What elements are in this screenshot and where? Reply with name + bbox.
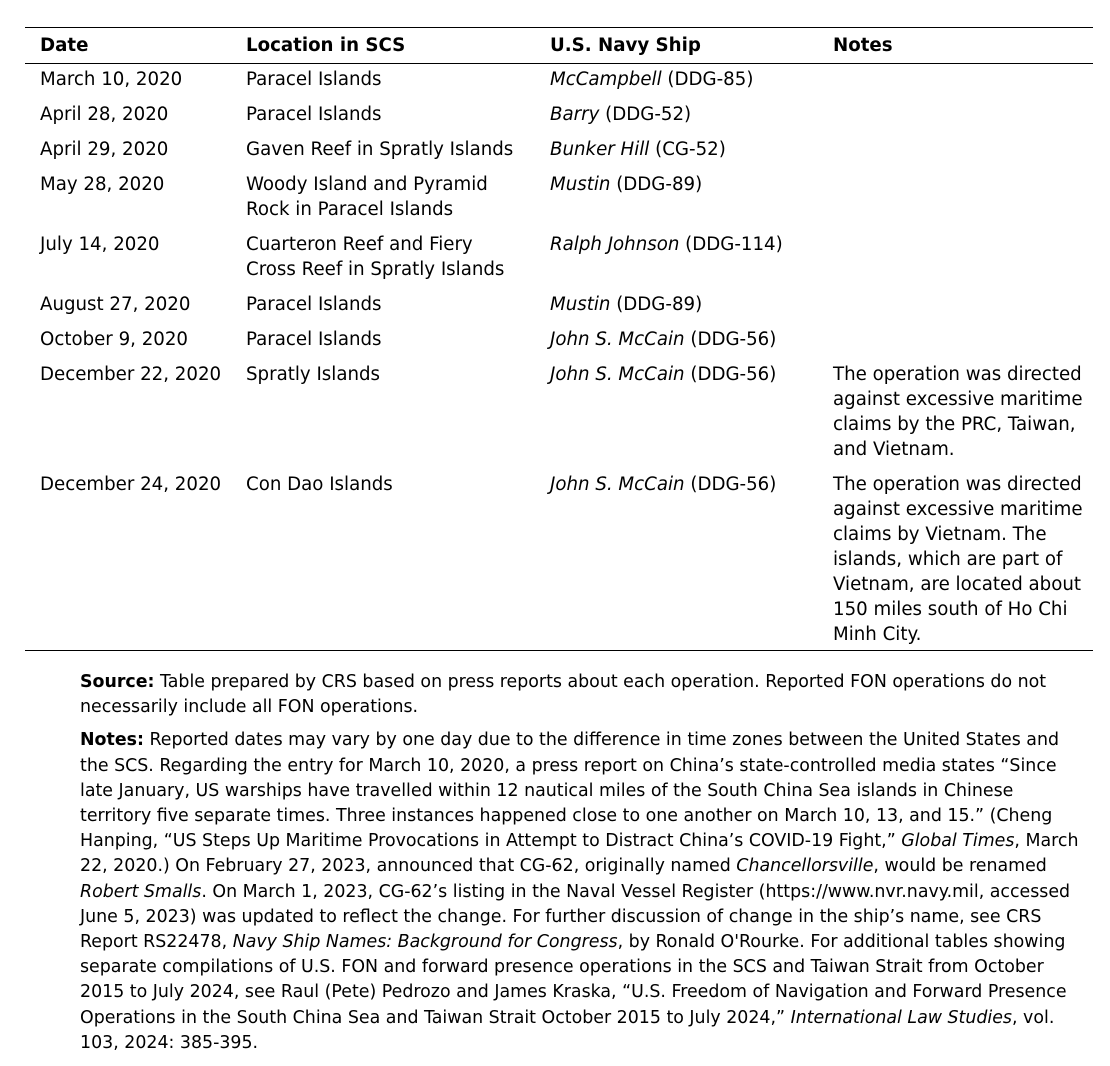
cell-date: April 28, 2020 <box>40 104 169 125</box>
table-row <box>25 357 1093 467</box>
cell-notes <box>818 167 1093 227</box>
cell-date: July 14, 2020 <box>40 234 160 255</box>
ship-name: Barry <box>550 104 600 125</box>
cell-location: Paracel Islands <box>246 294 382 315</box>
fon-operations-table-container <box>25 27 1093 651</box>
cell-ship <box>535 132 818 167</box>
cell-notes: The operation was directed against excessive maritime claims by the PRC, Taiwan, and Vietnam. <box>833 364 1083 460</box>
cell-notes <box>818 97 1093 132</box>
notes-paragraph <box>80 728 1080 1056</box>
cell-location: Paracel Islands <box>246 329 382 350</box>
cell-notes <box>818 132 1093 167</box>
cell-location: Gaven Reef in Spratly Islands <box>246 139 514 160</box>
table-row <box>25 227 1093 287</box>
source-text: Table prepared by CRS based on press reports about each operation. Reported FON operations do not necessarily include all FON operations. <box>80 672 1047 718</box>
cell-location: Woody Island and Pyramid Rock in Paracel Islands <box>246 174 488 220</box>
notes-text: , by Ronald O'Rourke. For additional tables showing separate compilations of U.S. FON and forward presence operations in the SCS and Taiwan Strait from October 2015 to July 2024, see Raul (Pete) Pedrozo and James Kraska, “U.S. Freedom of Navigation and Forward Presence Operations in the South China Sea and Taiwan Strait October 2015 to July 2024,” <box>80 932 1067 1028</box>
column-header-date: Date <box>40 35 89 56</box>
cell-notes <box>818 322 1093 357</box>
fon-operations-table <box>25 27 1093 651</box>
notes-text: , would be renamed <box>873 856 1047 877</box>
ship-name: John S. McCain <box>550 474 685 495</box>
cell-notes <box>818 64 1093 98</box>
ship-name: Robert Smalls <box>80 881 202 902</box>
ship-hull-number: (DDG-89) <box>610 294 703 315</box>
cell-location: Paracel Islands <box>246 69 382 90</box>
cell-date: April 29, 2020 <box>40 139 169 160</box>
ship-name: McCampbell <box>550 69 662 90</box>
cell-date: March 10, 2020 <box>40 69 183 90</box>
notes-text: Reported dates may vary by one day due to the difference in time zones between the United States and the SCS. Regarding the entry for March 10, 2020, a press report on China’s state-controlled media states “Since late January, US warships have travelled within 12 nautical miles of the South China Sea islands in Chinese territory five separate times. Three instances happened close to one another on March 10, 13, and 15.” (Cheng Hanping, “US Steps Up Maritime Provocations in Attempt to Distract China’s COVID-19 Fight,” <box>80 730 1060 852</box>
journal-title: International Law Studies <box>790 1007 1012 1028</box>
table-row <box>25 167 1093 227</box>
cell-location: Con Dao Islands <box>246 474 393 495</box>
column-header-location: Location in SCS <box>246 35 406 56</box>
column-header-notes: Notes <box>833 35 893 56</box>
table-body <box>25 64 1093 651</box>
ship-name: John S. McCain <box>550 329 685 350</box>
table-row <box>25 97 1093 132</box>
cell-location: Paracel Islands <box>246 104 382 125</box>
cell-location: Spratly Islands <box>246 364 381 385</box>
table-row <box>25 287 1093 322</box>
cell-notes <box>818 287 1093 322</box>
ship-hull-number: (CG-52) <box>649 139 726 160</box>
ship-hull-number: (DDG-114) <box>679 234 783 255</box>
notes-text: , March 22, 2020.) On February 27, 2023, announced that CG-62, originally named <box>80 831 1079 877</box>
cell-date: December 22, 2020 <box>40 364 222 385</box>
cell-date: May 28, 2020 <box>40 174 165 195</box>
cell-date: December 24, 2020 <box>40 474 222 495</box>
notes-text: . On March 1, 2023, CG-62’s listing in the Naval Vessel Register (https://www.nvr.navy.mil, accessed June 5, 2023) was updated to reflect the change. For further discussion of change in the ship’s name, see CRS Report RS22478, <box>80 881 1071 953</box>
source-note <box>80 670 1080 720</box>
ship-name: Chancellorsville <box>736 856 874 877</box>
cell-ship <box>535 322 818 357</box>
table-footnotes <box>80 670 1080 1064</box>
cell-ship <box>535 64 818 98</box>
ship-hull-number: (DDG-56) <box>684 364 777 385</box>
table-row <box>25 467 1093 651</box>
ship-name: Ralph Johnson <box>550 234 680 255</box>
cell-ship <box>535 227 818 287</box>
ship-hull-number: (DDG-56) <box>684 474 777 495</box>
ship-name: Mustin <box>550 174 611 195</box>
ship-hull-number: (DDG-56) <box>684 329 777 350</box>
cell-location: Cuarteron Reef and Fiery Cross Reef in Spratly Islands <box>246 234 505 280</box>
cell-date: August 27, 2020 <box>40 294 191 315</box>
cell-notes: The operation was directed against excessive maritime claims by Vietnam. The islands, which are part of Vietnam, are located about 150 miles south of Ho Chi Minh City. <box>833 474 1083 645</box>
cell-date: October 9, 2020 <box>40 329 188 350</box>
ship-name: Mustin <box>550 294 611 315</box>
cell-ship <box>535 167 818 227</box>
table-row <box>25 322 1093 357</box>
notes-label: Notes: <box>80 730 144 751</box>
ship-hull-number: (DDG-85) <box>661 69 754 90</box>
table-header <box>25 28 1093 64</box>
publication-title: Global Times <box>901 831 1015 852</box>
notes-text: , vol. 103, 2024: 385-395. <box>80 1007 1055 1053</box>
ship-hull-number: (DDG-52) <box>599 104 692 125</box>
header-row <box>25 28 1093 64</box>
table-row <box>25 64 1093 98</box>
report-title: Navy Ship Names: Background for Congress <box>232 932 618 953</box>
column-header-ship: U.S. Navy Ship <box>550 35 701 56</box>
cell-ship <box>535 287 818 322</box>
source-label: Source: <box>80 672 155 692</box>
table-row <box>25 132 1093 167</box>
ship-hull-number: (DDG-89) <box>610 174 703 195</box>
ship-name: John S. McCain <box>550 364 685 385</box>
cell-ship <box>535 97 818 132</box>
cell-ship <box>535 467 818 651</box>
ship-name: Bunker Hill <box>550 139 650 160</box>
cell-notes <box>818 227 1093 287</box>
cell-ship <box>535 357 818 467</box>
